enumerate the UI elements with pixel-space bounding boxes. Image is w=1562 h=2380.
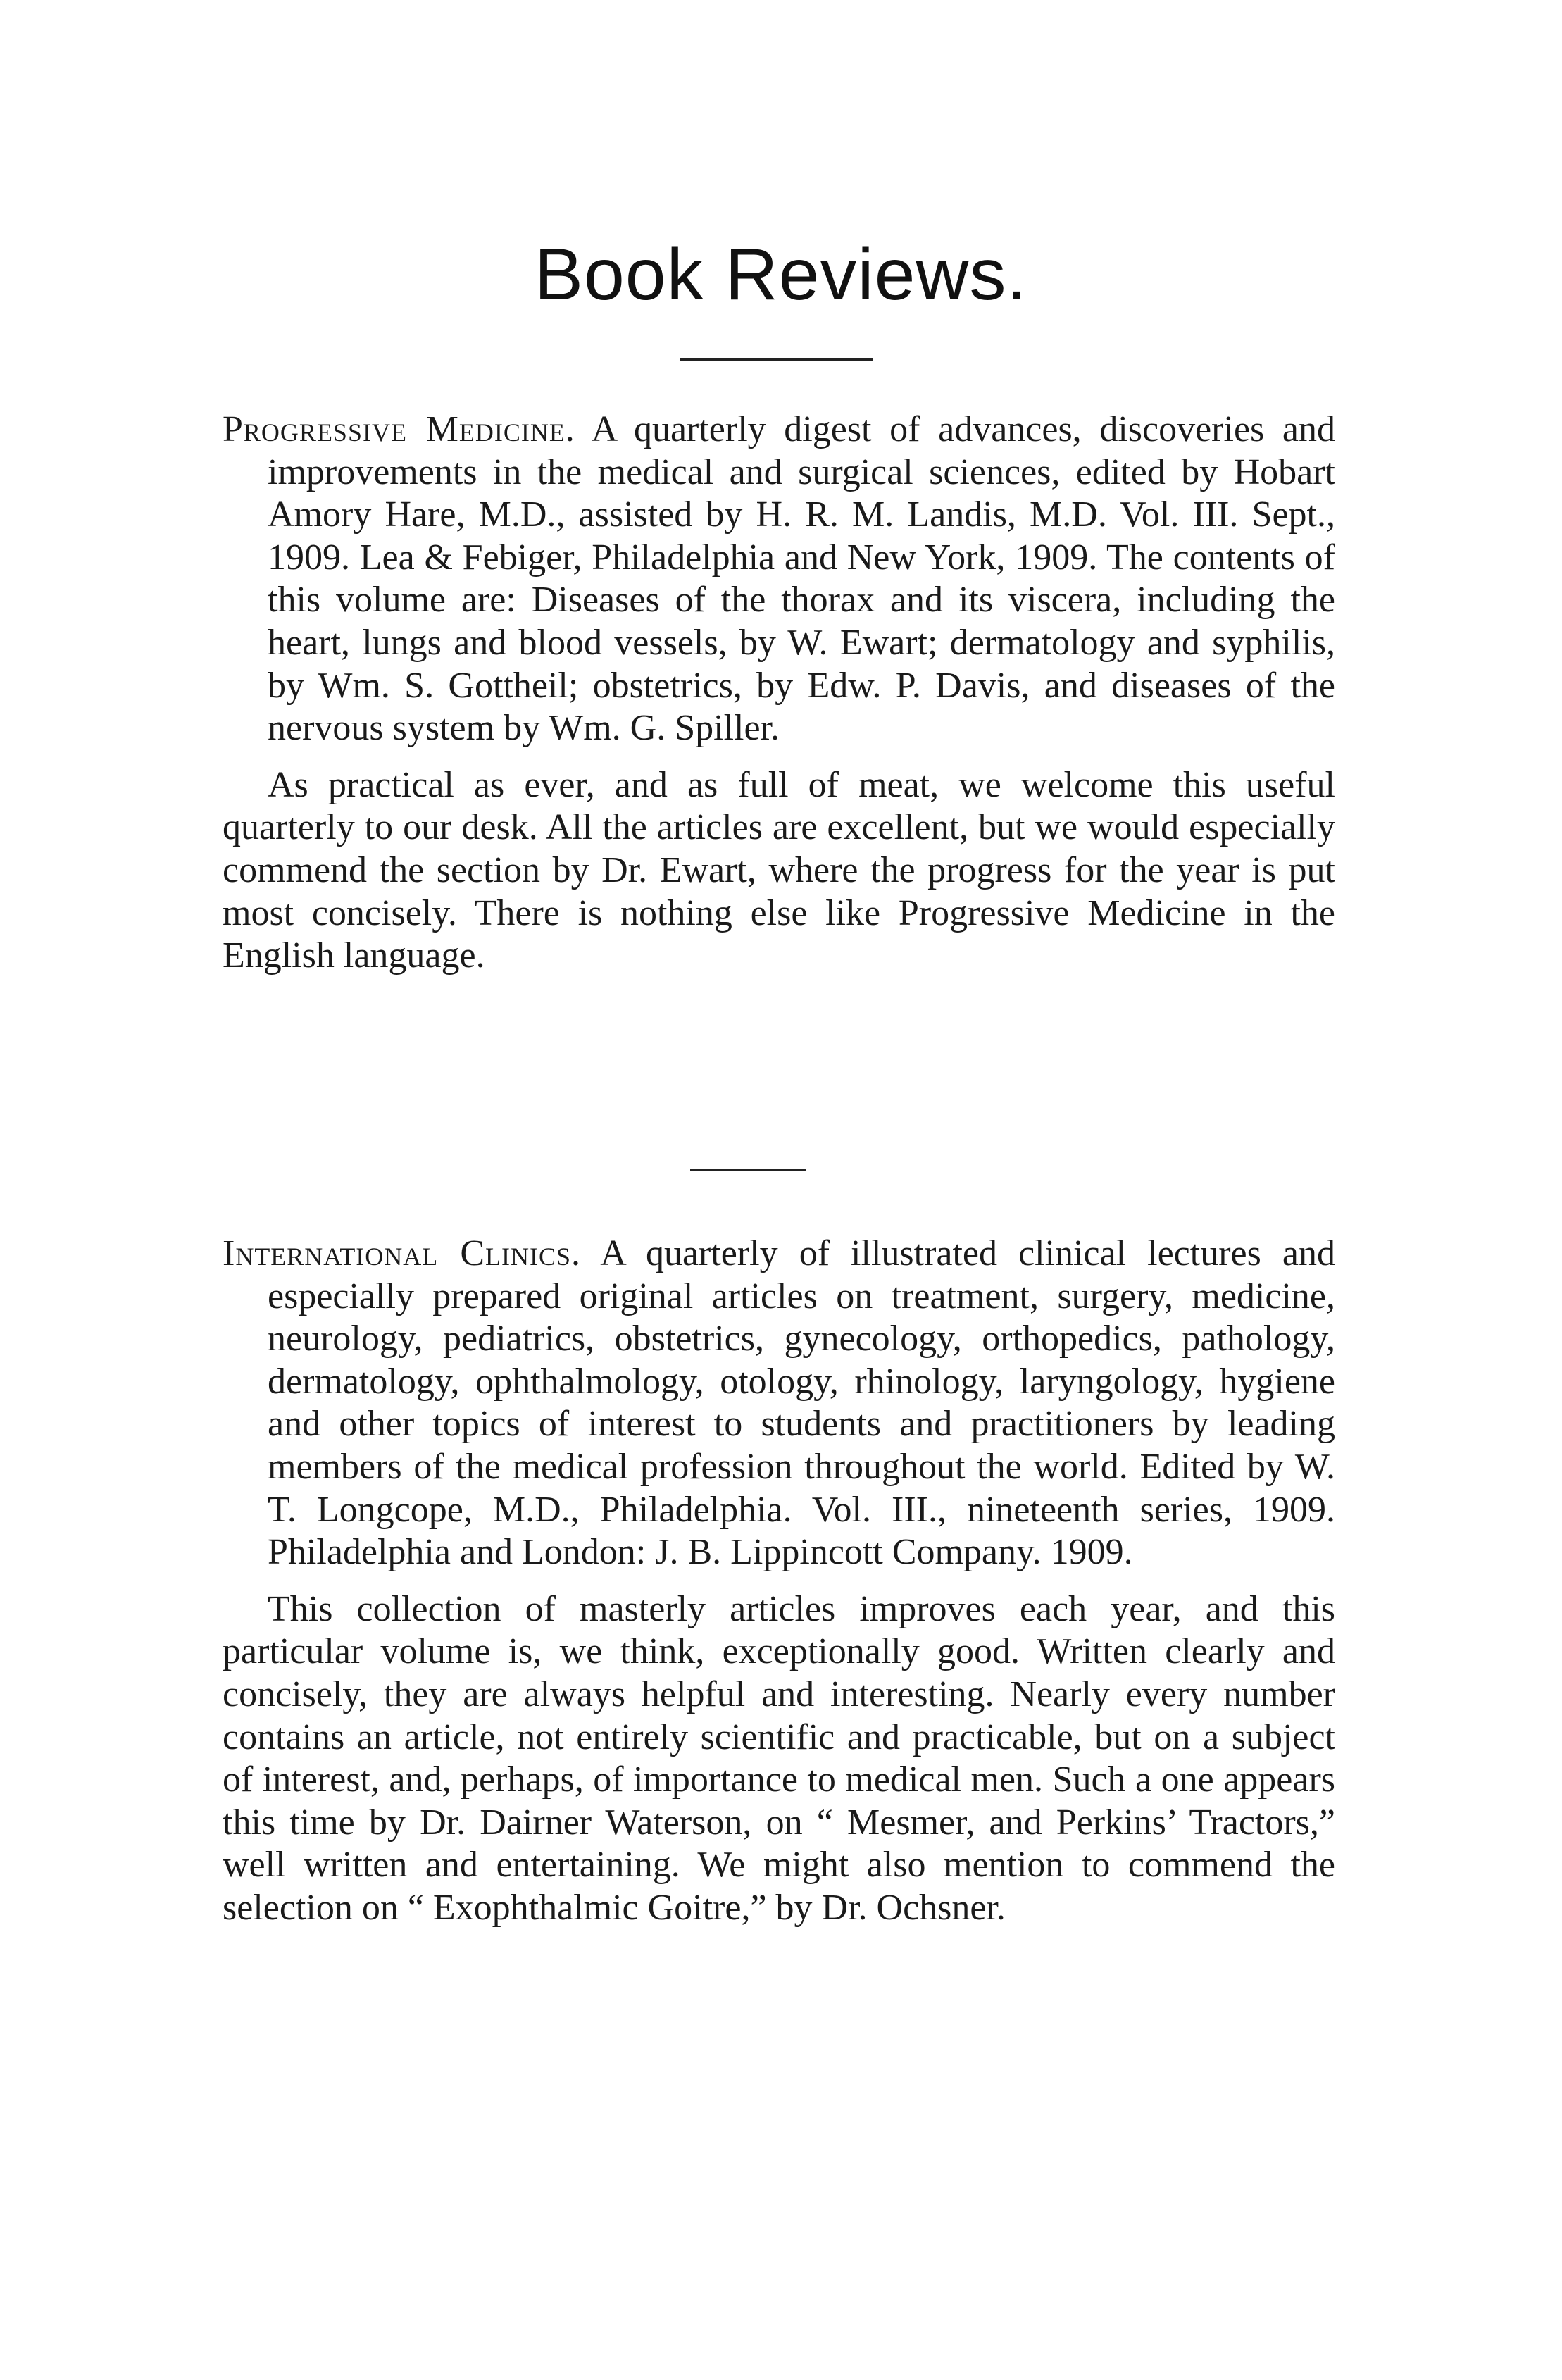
book-title: International Clinics.	[223, 1233, 582, 1273]
review-entry-progressive-medicine	[223, 409, 1335, 978]
review-citation	[223, 409, 1335, 750]
book-description: A quarterly of illustrated clinical lectures and especially prepared original articles on treatment, surgery, medicine, neurology, pediatrics, obstetrics, gynecology, orthopedics, pathology, dermatology, ophthalmology, otology, rhinology, laryngology, hygiene and other topics of interest to students and practitioners by leading members of the medical profession throughout the world. Edited by W. T. Longcope, M.D., Philadelphia. Vol. III., nineteenth series, 1909. Philadelphia and London: J. B. Lippincott Company. 1909.	[268, 1233, 1335, 1573]
title-divider	[680, 358, 873, 361]
review-entry-international-clinics	[223, 1233, 1335, 1930]
book-description: A quarterly digest of advances, discoveries and improvements in the medical and surgical sciences, edited by Hobart Amory Hare, M.D., assisted by H. R. M. Landis, M.D. Vol. III. Sept., 1909. Lea & Febiger, Philadelphia and New York, 1909. The contents of this volume are: Diseases of the thorax and its viscera, including the heart, lungs and blood vessels, by W. Ewart; dermatology and syphilis, by Wm. S. Gottheil; obstetrics, by Edw. P. Davis, and diseases of the nervous system by Wm. G. Spiller.	[268, 409, 1335, 749]
book-title: Progressive Medicine.	[223, 409, 575, 449]
review-citation	[223, 1233, 1335, 1574]
page-title: Book Reviews.	[534, 234, 1028, 316]
review-text: This collection of masterly articles improves each year, and this particular volume is, we think, exceptionally good. Written clearly and concisely, they are always helpful and interesting. Nearly every number contains an article, not entirely scientific and practicable, but on a subject of interest, and, perhaps, of importance to medical men. Such a one appears this time by Dr. Dairner Waterson, on “ Mesmer, and Perkins’ Tractors,” well written and entertaining. We might also mention to commend the selection on “ Exophthalmic Goitre,” by Dr. Ochsner.	[223, 1588, 1335, 1928]
section-divider	[690, 1169, 806, 1171]
review-text: As practical as ever, and as full of meat, we welcome this useful quarterly to our desk. All the articles are excellent, but we would especially commend the section by Dr. Ewart, where the progress for the year is put most concisely. There is nothing else like Progressive Medicine in the English language.	[223, 764, 1335, 976]
